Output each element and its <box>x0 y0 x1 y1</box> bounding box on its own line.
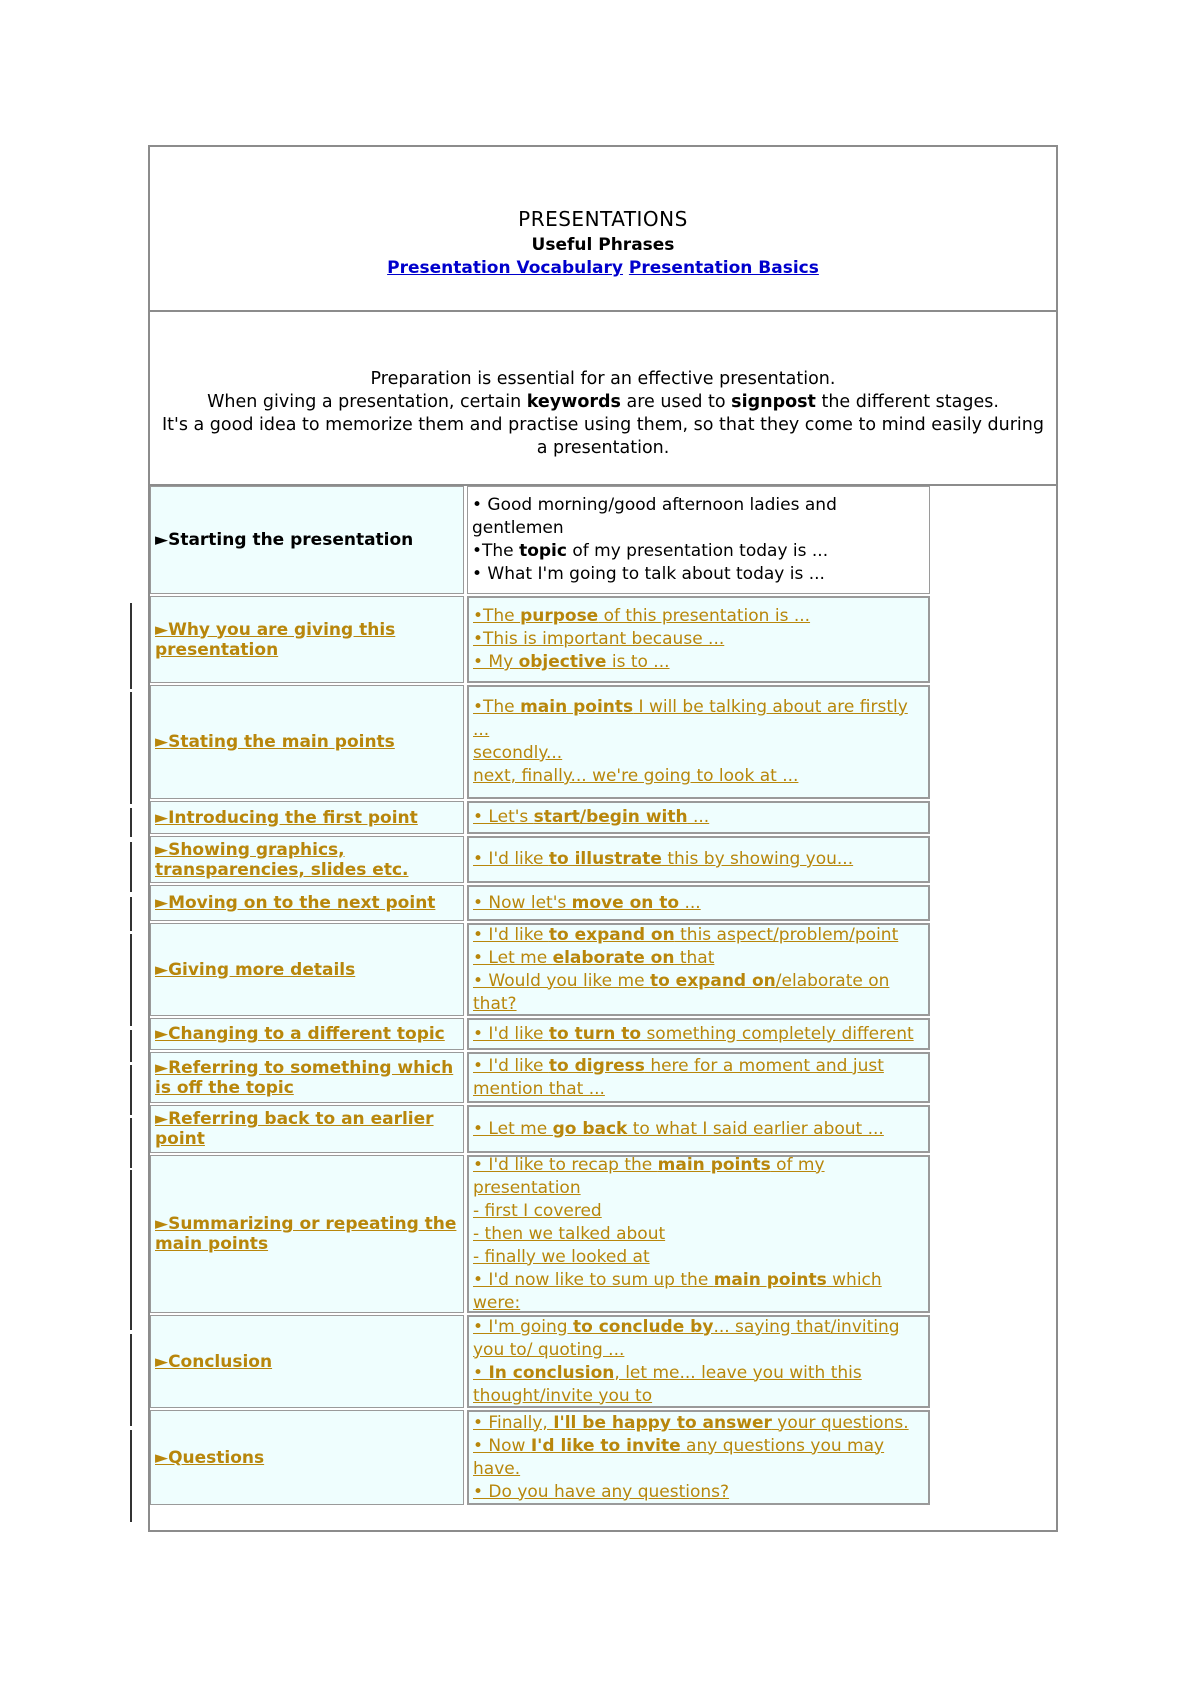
row-phrases-cell <box>467 1410 930 1505</box>
row-label[interactable]: ►Moving on to the next point <box>155 893 436 913</box>
margin-bar <box>130 842 132 892</box>
margin-bar <box>130 808 132 837</box>
row-phrases-cell <box>467 1105 930 1153</box>
phrase-row <box>150 1018 930 1050</box>
margin-bar <box>130 603 132 689</box>
row-phrases-cell <box>467 836 930 883</box>
phrase-line[interactable]: secondly... <box>473 743 563 763</box>
phrase-line[interactable]: • Finally, I'll be happy to answer your questions. <box>473 1412 909 1433</box>
row-label: ►Starting the presentation <box>155 530 414 550</box>
row-label-cell[interactable] <box>150 1410 464 1505</box>
phrase-line[interactable]: • Let me elaborate on that <box>473 947 715 968</box>
intro-text <box>160 368 1046 460</box>
phrase-row <box>150 885 930 921</box>
page-subtitle: Useful Phrases <box>531 235 675 255</box>
phrase-row <box>150 1105 930 1153</box>
phrase-line[interactable]: • In conclusion, let me... leave you with this thought/invite you to <box>473 1362 862 1406</box>
margin-bar <box>130 1430 132 1522</box>
intro-line-2c: are used to <box>620 392 732 412</box>
row-label[interactable]: ►Introducing the first point <box>155 807 418 828</box>
row-label-cell[interactable] <box>150 1155 464 1313</box>
phrase-line[interactable]: • I'd like to expand on this aspect/problem/point <box>473 924 899 945</box>
presentation-basics-link[interactable]: Presentation Basics <box>628 258 819 278</box>
row-label[interactable]: ►Questions <box>155 1447 265 1468</box>
phrase-row <box>150 836 930 883</box>
phrase-line[interactable]: • I'd like to turn to something completely different <box>473 1023 914 1044</box>
row-label-cell[interactable] <box>150 1018 464 1050</box>
phrase-line[interactable]: •The main points I will be talking about are firstly ... <box>473 697 908 740</box>
margin-bar <box>130 1065 132 1115</box>
row-label[interactable]: ►Giving more details <box>155 959 356 980</box>
phrase-line[interactable]: • I'd like to illustrate this by showing you... <box>473 849 854 869</box>
row-label-cell[interactable] <box>150 885 464 921</box>
row-label-cell[interactable] <box>150 836 464 883</box>
phrase-line[interactable]: • Now I'd like to invite any questions you may have. <box>473 1435 885 1479</box>
row-label[interactable]: ►Summarizing or repeating the main points <box>155 1214 457 1254</box>
phrase-line[interactable]: • I'm going to conclude by... saying that/inviting you to/ quoting ... <box>473 1316 900 1360</box>
row-phrases-cell <box>467 596 930 683</box>
phrase-row <box>150 1410 930 1505</box>
row-phrases-cell <box>467 486 930 594</box>
keyword-keywords: keywords <box>526 392 621 412</box>
phrase-line[interactable]: • I'd now like to sum up the main points which were: <box>473 1269 882 1313</box>
phrase-line[interactable]: •The purpose of this presentation is ... <box>473 606 811 626</box>
phrase-line[interactable]: - then we talked about <box>473 1223 666 1244</box>
row-label[interactable]: ►Changing to a different topic <box>155 1024 445 1044</box>
intro-line-2e: the different stages. <box>815 392 999 412</box>
intro-line-2 <box>160 391 1046 414</box>
intro-section <box>150 312 1056 486</box>
row-label-cell[interactable] <box>150 1315 464 1408</box>
row-label-cell <box>150 486 464 594</box>
phrase-line: • What I'm going to talk about today is ... <box>472 564 825 584</box>
row-phrases-cell <box>467 885 930 921</box>
row-label-cell[interactable] <box>150 801 464 834</box>
margin-bar <box>130 1170 132 1330</box>
phrase-row <box>150 1315 930 1408</box>
phrase-row <box>150 801 930 834</box>
row-phrases-cell <box>467 801 930 834</box>
row-label[interactable]: ►Conclusion <box>155 1351 273 1372</box>
phrase-line[interactable]: next, finally... we're going to look at ... <box>473 766 799 786</box>
phrase-row <box>150 486 930 594</box>
row-label[interactable]: ►Referring to something which is off the topic <box>155 1057 454 1098</box>
phrase-line[interactable]: • I'd like to recap the main points of my presentation <box>473 1154 825 1198</box>
row-label[interactable]: ►Showing graphics, transparencies, slides etc. <box>155 839 409 880</box>
intro-line-2a: When giving a presentation, certain <box>207 392 527 412</box>
row-phrases-cell <box>467 1052 930 1103</box>
phrase-line[interactable]: • Let's start/begin with ... <box>473 807 710 827</box>
phrase-line[interactable]: • Would you like me to expand on/elaborate on that? <box>473 970 890 1014</box>
page-title: PRESENTATIONS <box>518 207 688 231</box>
document-table <box>148 145 1058 1532</box>
row-phrases-cell <box>467 1018 930 1050</box>
phrase-row <box>150 596 930 683</box>
margin-bar <box>130 1334 132 1426</box>
phrase-line[interactable]: • I'd like to digress here for a moment and just mention that ... <box>473 1055 884 1099</box>
phrase-line[interactable]: - finally we looked at <box>473 1246 650 1267</box>
row-label-cell[interactable] <box>150 1052 464 1103</box>
phrase-row <box>150 1155 930 1313</box>
row-label[interactable]: ►Stating the main points <box>155 732 395 752</box>
presentation-vocabulary-link[interactable]: Presentation Vocabulary <box>387 258 623 278</box>
phrase-row <box>150 685 930 799</box>
row-label[interactable]: ►Referring back to an earlier point <box>155 1109 434 1149</box>
row-label-cell[interactable] <box>150 685 464 799</box>
phrase-row <box>150 923 930 1016</box>
intro-line-3: It's a good idea to memorize them and practise using them, so that they come to mind easily during a presentation. <box>162 415 1044 458</box>
phrase-line: • Good morning/good afternoon ladies and gentlemen <box>472 495 837 538</box>
row-phrases-cell <box>467 1315 930 1408</box>
row-phrases-cell <box>467 923 930 1016</box>
margin-bar <box>130 1030 132 1062</box>
phrase-row <box>150 1052 930 1103</box>
phrase-line: •The topic of my presentation today is ... <box>472 541 829 561</box>
margin-bar <box>130 1118 132 1168</box>
margin-bar <box>130 897 132 931</box>
keyword-signpost: signpost <box>731 392 816 412</box>
header-links <box>150 258 1056 278</box>
phrase-line[interactable]: •This is important because ... <box>473 629 725 649</box>
row-phrases-cell <box>467 685 930 799</box>
row-label[interactable]: ►Why you are giving this presentation <box>155 619 396 660</box>
row-phrases-cell <box>467 1155 930 1313</box>
header-section <box>150 147 1056 312</box>
phrase-line[interactable]: • Now let's move on to ... <box>473 892 701 913</box>
margin-bar <box>130 692 132 804</box>
phrase-line[interactable]: • Let me go back to what I said earlier about ... <box>473 1118 884 1139</box>
row-label-cell[interactable] <box>150 596 464 683</box>
phrase-line[interactable]: • My objective is to ... <box>473 652 670 672</box>
margin-bar <box>130 934 132 1026</box>
intro-line-1: Preparation is essential for an effective presentation. <box>370 369 836 389</box>
row-label-cell[interactable] <box>150 923 464 1016</box>
row-label-cell[interactable] <box>150 1105 464 1153</box>
phrase-line[interactable]: • Do you have any questions? <box>473 1481 730 1502</box>
phrase-line[interactable]: - first I covered <box>473 1200 602 1221</box>
